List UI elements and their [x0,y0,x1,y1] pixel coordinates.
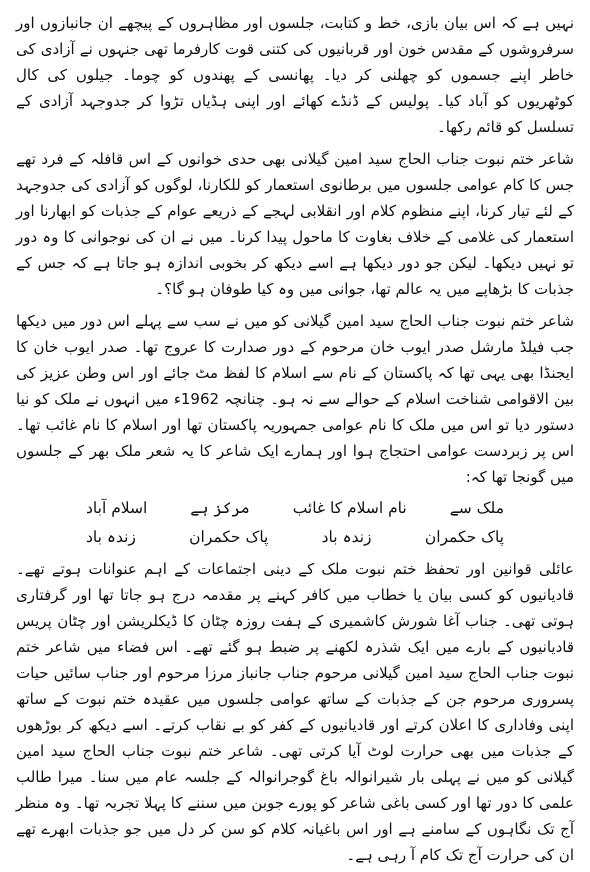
paragraph-1: نہیں ہے کہ اس بیان بازی، خط و کتابت، جلسوں اور مظاہروں کے پیچھے ان جانبازوں اور سرفروشوں کے مقدس خون اور قربانیوں کی کتنی قوت کارفرما تھی جنہوں نے آزادی کی خاطر اپنے جسموں کو چھلنی کر دیا۔ پھانسی کے پھندوں کو چوما۔ جیلوں کی کال کوٹھریوں کو آباد کیا۔ پولیس کے ڈنڈے کھائے اور اپنی ہڈیاں تڑوا کر جدوجہد آزادی کے تسلسل کو قائم رکھا۔ [16,14,574,136]
paragraph-2: شاعر ختم نبوت جناب الحاج سید امین گیلانی بھی حدی خوانوں کے اس قافلہ کے فرد تھے جس کا کام عوامی جلسوں میں برطانوی استعمار کو للکارنا، لوگوں کو آزادی کی جدوجہد کے لئے تیار کرنا، اپنے منظوم کلام اور انقلابی لہجے کے ذریعے عوام کے جذبات کو ابھارنا اور استعمار کی غلامی کے خلاف بغاوت کا ماحول پیدا کرنا۔ میں نے ان کی نوجوانی کا وہ دور تو نہیں دیکھا۔ لیکن جو دور دیکھا ہے اسے دیکھ کر بخوبی اندازہ ہو جاتا ہے کہ جس کے جذبات کا بڑھاپے میں یہ عالم تھا، جوانی میں وہ کیا طوفان ہو گا؟۔ [16,150,574,298]
couplet-word: زندہ باد [86,528,136,546]
couplet-word: زندہ باد [321,528,372,546]
couplet-word: ملک سے [449,499,504,517]
paragraph-4: عائلی قوانین اور تحفظ ختم نبوت ملک کے دینی اجتماعات کے اہم عنوانات ہوتے تھے۔ قادیانیوں کو کسی بیان یا خطاب میں کافر کہنے پر مقدمہ درج ہو جاتا تھا اور گرفتاری ہوتی تھی۔ جناب آغا شورش کاشمیری کے ہفت روزہ چٹان کا ڈیکلریشن اور چٹان پریس قادیانیوں کے بارے میں ایک شذرہ لکھنے پر ضبط ہو گئے تھے۔ اس فضاء میں شاعر ختم نبوت جناب الحاج سید امین گیلانی مرحوم جناب جانباز مرزا مرحوم اور جناب سائیں حیات پسروری مرحوم جن کے جذبات کے ساتھ عوامی جلسوں میں عقیدہ ختم نبوت کے ساتھ اپنی وفاداری کا اعلان کرتے اور قادیانیوں کے کفر کو بے نقاب کرتے۔ اسے دیکھ کر بوڑھوں کے جذبات میں بھی حرارت لوٹ آیا کرتی تھی۔ شاعر ختم نبوت جناب الحاج سید امین گیلانی کو میں نے پہلی بار شیرانوالہ باغ گوجرانوالہ کے جلسہ عام میں سنا۔ میرا طالب علمی کا دور تھا اور کسی باغی شاعر کو پورے جوبن میں سننے کا پہلا تجربہ تھا۔ وہ منظر آج تک نگاہوں کے سامنے ہے اور اس باغیانہ کلام کو سن کر دل میں جو جذبات ابھرے تھے ان کی حرارت آج تک کام آ رہی ہے۔ [16,560,574,864]
poetry-couplet [16,494,574,552]
couplet-word: اسلام آباد [86,499,148,517]
paragraph-3: شاعر ختم نبوت جناب الحاج سید امین گیلانی کو میں نے سب سے پہلے اس دور میں دیکھا جب فیلڈ مارشل صدر ایوب خان مرحوم کے دور صدارت کا عروج تھا۔ صدر ایوب خان کا ایجنڈا بھی یہی تھا کہ پاکستان کے نام سے اسلام کا لفظ مٹ جائے اور اس وطن عزیز کی بین الاقوامی شناخت اسلام کے حوالے سے نہ ہو۔ چنانچہ 1962ء میں انہوں نے ملک کو نیا دستور دیا تو اس میں ملک کا نام عوامی جمہوریہ پاکستان تھا اور اسلام کا نام غائب تھا۔ اس پر زبردست عوامی احتجاج ہوا اور ہمارے ایک شاعر کا یہ شعر ملک بھر کے جلسوں میں گونجا تھا کہ: [16,312,574,486]
couplet-word: نام اسلام کا غائب [292,499,407,517]
couplet-word: مرکز ہے [190,499,250,517]
couplet-line-1 [86,494,504,523]
couplet-line-2 [86,523,504,552]
couplet-word: پاک حکمران [189,528,269,546]
couplet-word: پاک حکمران [424,528,504,546]
